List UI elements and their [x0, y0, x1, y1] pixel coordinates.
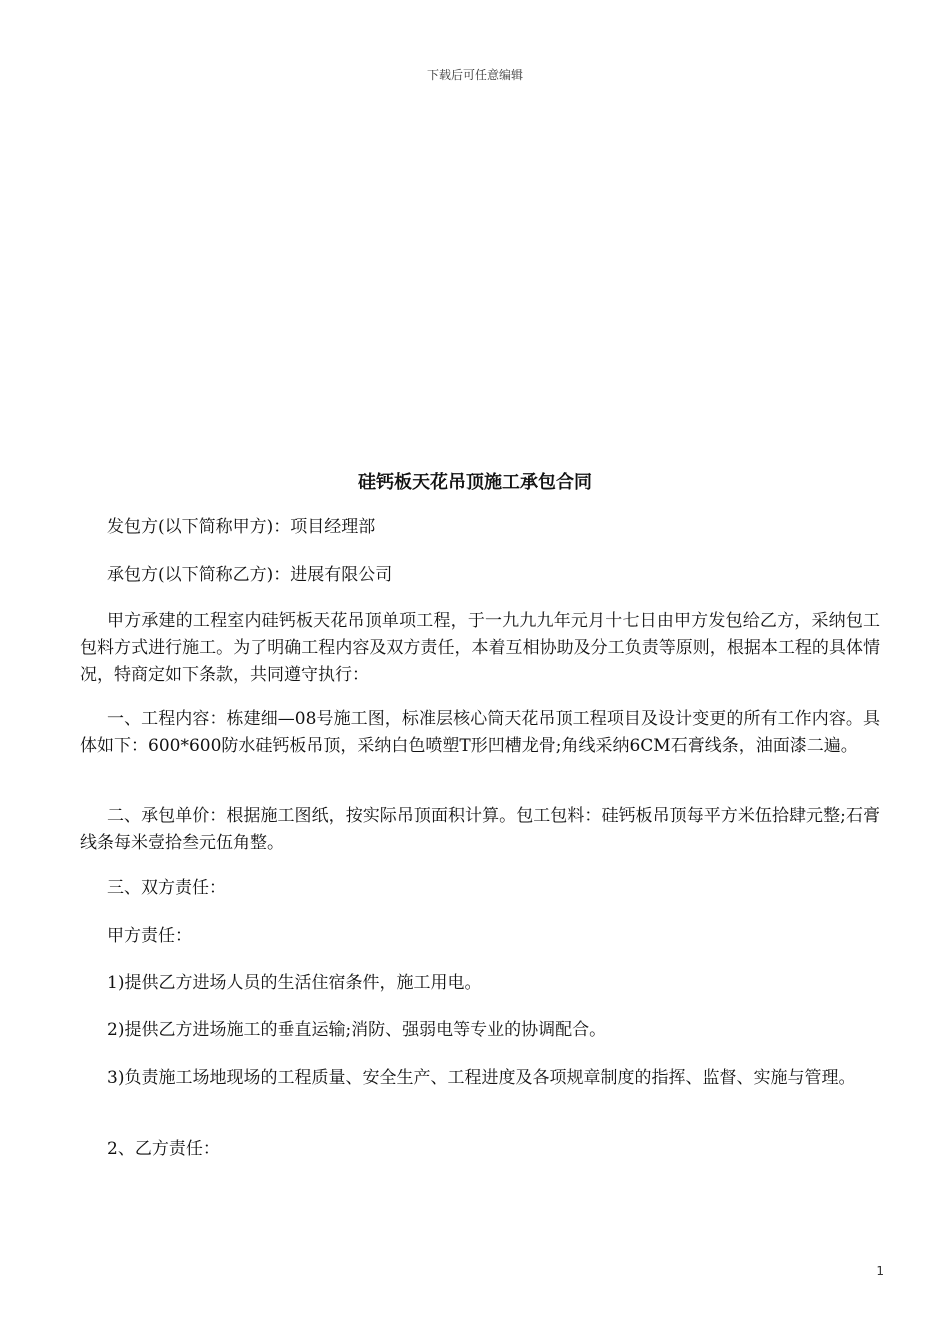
- paragraph-intro: 甲方承建的工程室内硅钙板天花吊顶单项工程，于一九九九年元月十七日由甲方发包给乙方，采纳包工包料方式进行施工。为了明确工程内容及双方责任，本着互相协助及分工负责等原则，根据本工程的具体情况，特商定如下条款，共同遵守执行：: [80, 611, 880, 685]
- paragraph-unit-price: 二、承包单价：根据施工图纸，按实际吊顶面积计算。包工包料：硅钙板吊顶每平方米伍拾肆元整;石膏线条每米壹拾叁元伍角整。: [80, 806, 880, 853]
- paragraph-scope: 一、工程内容：栋建细—08号施工图，标准层核心筒天花吊顶工程项目及设计变更的所有工作内容。具体如下：600*600防水硅钙板吊顶，采纳白色喷塑T形凹槽龙骨;角线采纳6CM石膏线条，油面漆二遍。: [80, 709, 880, 756]
- paragraph-party-b-responsibilities: 2、乙方责任：: [107, 1139, 220, 1159]
- paragraph-party-b: 承包方(以下简称乙方)：进展有限公司: [107, 565, 393, 585]
- paragraph-party-a: 发包方(以下简称甲方)：项目经理部: [107, 517, 376, 537]
- header-note: 下载后可任意编辑: [426, 68, 523, 82]
- paragraph-item-2: 2)提供乙方进场施工的垂直运输;消防、强弱电等专业的协调配合。: [107, 1020, 607, 1040]
- paragraph-party-a-responsibilities: 甲方责任：: [107, 926, 192, 946]
- document-title: 硅钙板天花吊顶施工承包合同: [358, 472, 592, 493]
- page-number: 1: [876, 1264, 884, 1278]
- paragraph-responsibilities-heading: 三、双方责任：: [107, 878, 226, 898]
- paragraph-item-3: 3)负责施工场地现场的工程质量、安全生产、工程进度及各项规章制度的指挥、监督、实施与管理。: [107, 1068, 856, 1088]
- paragraph-item-1: 1)提供乙方进场人员的生活住宿条件，施工用电。: [107, 973, 482, 993]
